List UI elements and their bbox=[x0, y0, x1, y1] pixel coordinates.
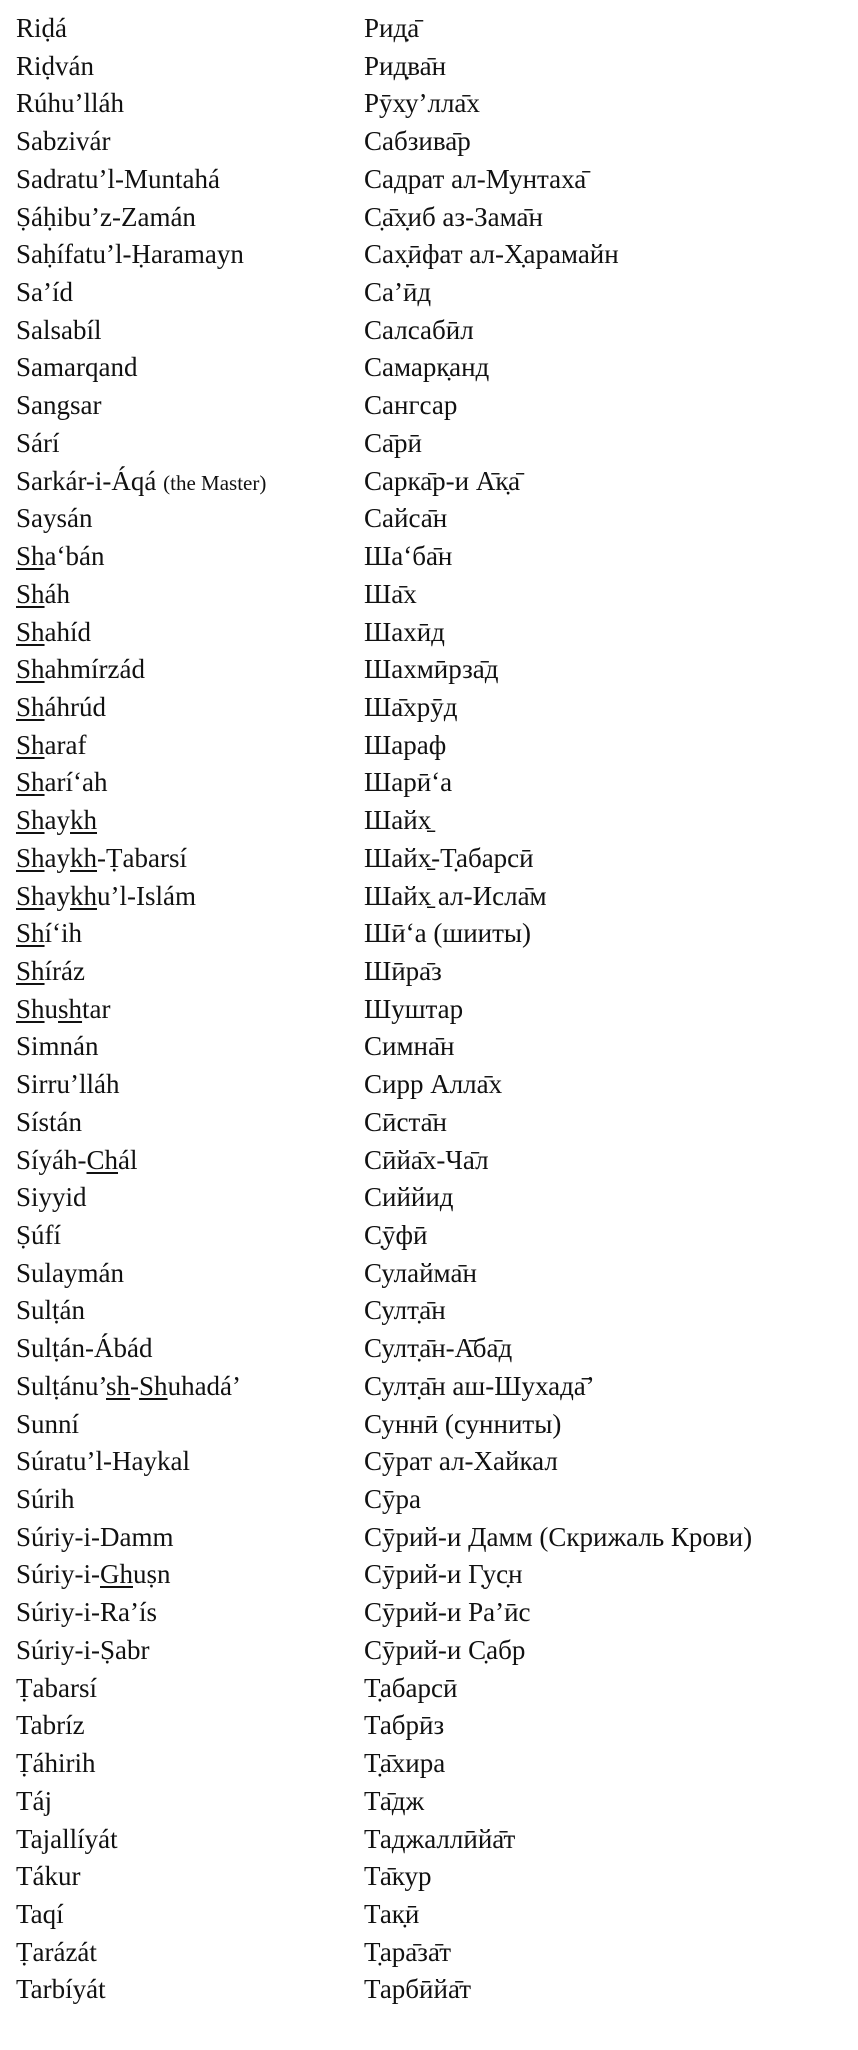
glossary-row bbox=[0, 651, 858, 689]
latin-term-text: Siyyid bbox=[16, 1182, 87, 1213]
latin-term bbox=[16, 1179, 87, 1217]
latin-term bbox=[16, 1028, 99, 1066]
latin-term bbox=[16, 1783, 52, 1821]
latin-term-text: Ṭarázát bbox=[16, 1936, 97, 1967]
glossary-row bbox=[0, 1896, 858, 1934]
glossary-row bbox=[0, 161, 858, 199]
cyrillic-term: Т̣а̄хира bbox=[364, 1748, 446, 1779]
cyrillic-term: С̣а̄х̣иб аз-Зама̄н bbox=[364, 201, 543, 232]
cyrillic-term: Суннӣ (сунниты) bbox=[364, 1408, 562, 1439]
cyrillic-term: Рид̣ва̄н bbox=[364, 50, 447, 81]
latin-term bbox=[16, 1556, 171, 1594]
latin-term bbox=[16, 689, 106, 727]
glossary-row bbox=[0, 1594, 858, 1632]
latin-term-text: Súrih bbox=[16, 1484, 75, 1515]
cyrillic-term: Ша‘ба̄н bbox=[364, 541, 453, 572]
cyrillic-term: Сиййид bbox=[364, 1182, 454, 1213]
glossary-row bbox=[0, 274, 858, 312]
glossary-row bbox=[0, 1632, 858, 1670]
cyrillic-term: Рӯху’лла̄х bbox=[364, 88, 480, 119]
latin-term bbox=[16, 1745, 95, 1783]
glossary-row bbox=[0, 463, 858, 501]
cyrillic-term: Так̣ӣ bbox=[364, 1898, 420, 1929]
latin-term-text: Shaykh-Ṭabarsí bbox=[16, 842, 187, 873]
cyrillic-term: Рид̣а̄ bbox=[364, 13, 420, 43]
latin-term-text: Síyáh-Chál bbox=[16, 1144, 138, 1175]
glossary-row bbox=[0, 500, 858, 538]
glossary-row bbox=[0, 1783, 858, 1821]
latin-term bbox=[16, 387, 101, 425]
latin-term bbox=[16, 1971, 106, 2009]
latin-term bbox=[16, 349, 137, 387]
latin-term bbox=[16, 1519, 173, 1557]
latin-term bbox=[16, 463, 266, 503]
latin-term bbox=[16, 199, 196, 237]
glossary-row bbox=[0, 1368, 858, 1406]
latin-term-text: Sangsar bbox=[16, 390, 102, 421]
latin-term-text: Sulṭánu’sh-Shuhadá’ bbox=[16, 1370, 242, 1401]
glossary-row bbox=[0, 727, 858, 765]
glossary-row bbox=[0, 953, 858, 991]
cyrillic-term: Сӣйа̄х-Ча̄л bbox=[364, 1144, 489, 1175]
latin-term bbox=[16, 236, 244, 274]
latin-term bbox=[16, 500, 93, 538]
latin-term bbox=[16, 764, 107, 802]
glossary-row bbox=[0, 1858, 858, 1896]
latin-term bbox=[16, 425, 60, 463]
cyrillic-term: Са̄рӣ bbox=[364, 427, 422, 458]
latin-term-text: Sharaf bbox=[16, 729, 87, 760]
latin-term-text: Súriy-i-Ghuṣn bbox=[16, 1559, 171, 1590]
latin-term-text: Tákur bbox=[16, 1861, 81, 1892]
latin-term-text: Saysán bbox=[16, 503, 93, 534]
latin-term bbox=[16, 1594, 157, 1632]
cyrillic-term: Тарбӣйа̄т bbox=[364, 1974, 472, 2005]
latin-term-text: Sa’íd bbox=[16, 277, 73, 308]
latin-term bbox=[16, 802, 97, 840]
latin-term bbox=[16, 312, 102, 350]
glossary-row bbox=[0, 123, 858, 161]
latin-term bbox=[16, 1670, 97, 1708]
glossary-row bbox=[0, 1670, 858, 1708]
latin-term bbox=[16, 1292, 85, 1330]
latin-term bbox=[16, 1406, 79, 1444]
cyrillic-term: Сӯрий-и С̣абр bbox=[364, 1634, 526, 1665]
latin-term-text: Táj bbox=[16, 1785, 52, 1816]
latin-term-text: Súratu’l-Haykal bbox=[16, 1446, 190, 1477]
cyrillic-term: Сӯрий-и Ра’ӣс bbox=[364, 1597, 531, 1628]
latin-term bbox=[16, 614, 91, 652]
latin-term-text: Salsabíl bbox=[16, 314, 102, 345]
cyrillic-term: Симна̄н bbox=[364, 1031, 455, 1062]
latin-term-text: Riḍá bbox=[16, 13, 67, 43]
latin-term bbox=[16, 85, 124, 123]
latin-term-text: Shaykhu’l-Islám bbox=[16, 880, 196, 911]
latin-term-text: Sulṭán-Ábád bbox=[16, 1333, 153, 1364]
glossary-row bbox=[0, 1556, 858, 1594]
latin-term-text: Riḍván bbox=[16, 50, 94, 81]
glossary-row bbox=[0, 1066, 858, 1104]
latin-term bbox=[16, 161, 220, 199]
latin-term bbox=[16, 48, 94, 86]
cyrillic-term: Т̣абарсӣ bbox=[364, 1672, 458, 1703]
latin-term-text: Simnán bbox=[16, 1031, 99, 1062]
latin-term bbox=[16, 1858, 80, 1896]
glossary-row bbox=[0, 802, 858, 840]
latin-term-text: Ṭabarsí bbox=[16, 1672, 97, 1703]
latin-term-text: Sabzivár bbox=[16, 126, 111, 157]
latin-term bbox=[16, 1066, 119, 1104]
latin-term-text: Ṣúfí bbox=[16, 1220, 62, 1250]
cyrillic-term: Шайх̱-Т̣абарсӣ bbox=[364, 842, 534, 873]
cyrillic-term: Сӯрий-и Г̣ус̣н bbox=[364, 1559, 523, 1590]
glossary-row bbox=[0, 878, 858, 916]
cyrillic-term: С̣ӯфӣ bbox=[364, 1220, 428, 1250]
latin-term bbox=[16, 538, 105, 576]
latin-term-text: Sháhrúd bbox=[16, 691, 107, 722]
latin-term-text: Súriy-i-Ṣabr bbox=[16, 1634, 150, 1665]
latin-term-text: Shaykh bbox=[16, 805, 98, 836]
glossary-row bbox=[0, 1292, 858, 1330]
cyrillic-term: Шайх̱ bbox=[364, 805, 432, 836]
latin-term bbox=[16, 274, 73, 312]
latin-term-text: Shíráz bbox=[16, 955, 85, 986]
latin-term bbox=[16, 1330, 152, 1368]
cyrillic-term: Та̄кур bbox=[364, 1861, 432, 1892]
latin-term-text: Sirru’lláh bbox=[16, 1069, 120, 1100]
glossary-row bbox=[0, 1443, 858, 1481]
latin-term bbox=[16, 1104, 82, 1142]
cyrillic-term: Шахӣд bbox=[364, 616, 445, 647]
glossary-row bbox=[0, 349, 858, 387]
cyrillic-term: Сарка̄р-и А̄к̣а̄ bbox=[364, 465, 521, 496]
glossary-row bbox=[0, 614, 858, 652]
latin-term bbox=[16, 1443, 190, 1481]
glossary-row bbox=[0, 1179, 858, 1217]
cyrillic-term: Султ̣а̄н bbox=[364, 1295, 446, 1326]
cyrillic-term: Сангсар bbox=[364, 390, 458, 421]
latin-term-note: (the Master) bbox=[163, 470, 267, 495]
cyrillic-term: Шараф bbox=[364, 729, 447, 760]
cyrillic-term: Т̣ара̄за̄т bbox=[364, 1936, 452, 1967]
latin-term bbox=[16, 991, 111, 1029]
cyrillic-term: Сӯрат ал-Хайкал bbox=[364, 1446, 558, 1477]
latin-term-text: Shahíd bbox=[16, 616, 92, 647]
latin-term bbox=[16, 727, 86, 765]
cyrillic-term: Ша̄х bbox=[364, 578, 417, 609]
latin-term bbox=[16, 915, 82, 953]
latin-term bbox=[16, 10, 67, 48]
glossary-row bbox=[0, 991, 858, 1029]
glossary-row bbox=[0, 312, 858, 350]
glossary-row bbox=[0, 1707, 858, 1745]
glossary-row bbox=[0, 85, 858, 123]
latin-term bbox=[16, 1217, 61, 1255]
latin-term bbox=[16, 1255, 124, 1293]
latin-term-text: Tarbíyát bbox=[16, 1974, 106, 2005]
latin-term-text: Taqí bbox=[16, 1898, 64, 1929]
latin-term bbox=[16, 878, 196, 916]
glossary-row bbox=[0, 1519, 858, 1557]
latin-term-text: Sárí bbox=[16, 427, 60, 458]
glossary-row bbox=[0, 1104, 858, 1142]
glossary-row bbox=[0, 1406, 858, 1444]
cyrillic-term: Табрӣз bbox=[364, 1710, 445, 1741]
latin-term-text: Rúhu’lláh bbox=[16, 88, 124, 119]
latin-term bbox=[16, 576, 70, 614]
cyrillic-term: Султ̣а̄н-А̄ба̄д bbox=[364, 1333, 513, 1364]
latin-term bbox=[16, 123, 110, 161]
cyrillic-term: Султ̣а̄н аш-Шухада̄’ bbox=[364, 1370, 595, 1401]
latin-term-text: Shí‘ih bbox=[16, 918, 83, 949]
glossary-row bbox=[0, 689, 858, 727]
latin-term-text: Sháh bbox=[16, 578, 71, 609]
cyrillic-term: Сӯрий-и Дамм (Скрижаль Крови) bbox=[364, 1521, 753, 1552]
latin-term-text: Sha‘bán bbox=[16, 541, 105, 572]
cyrillic-term: Сӯра bbox=[364, 1484, 421, 1515]
latin-term bbox=[16, 1934, 97, 1972]
glossary-row bbox=[0, 1255, 858, 1293]
latin-term bbox=[16, 1481, 75, 1519]
cyrillic-term: Садрат ал-Мунтаха̄ bbox=[364, 163, 587, 194]
latin-term bbox=[16, 1368, 241, 1406]
latin-term bbox=[16, 1632, 149, 1670]
latin-term-text: Sarkár-i-Áqá bbox=[16, 465, 157, 496]
cyrillic-term: Сайса̄н bbox=[364, 503, 448, 534]
glossary-row bbox=[0, 1745, 858, 1783]
cyrillic-term: Сах̣ӣфат ал-Х̣арамайн bbox=[364, 239, 619, 270]
latin-term-text: Sadratu’l-Muntahá bbox=[16, 163, 220, 194]
glossary-row bbox=[0, 1821, 858, 1859]
glossary-row bbox=[0, 1934, 858, 1972]
glossary-row bbox=[0, 10, 858, 48]
latin-term-text: Tabríz bbox=[16, 1710, 85, 1741]
cyrillic-term: Сӣста̄н bbox=[364, 1106, 448, 1137]
glossary-row bbox=[0, 1028, 858, 1066]
cyrillic-term: Сабзива̄р bbox=[364, 126, 471, 157]
cyrillic-term: Ша̄хрӯд bbox=[364, 691, 458, 722]
latin-term-text: Sulaymán bbox=[16, 1257, 124, 1288]
glossary-row bbox=[0, 915, 858, 953]
cyrillic-term: Шӣ‘а (шииты) bbox=[364, 918, 532, 949]
latin-term-text: Ṣáḥibu’z-Zamán bbox=[16, 201, 196, 232]
cyrillic-term: Сирр Алла̄х bbox=[364, 1069, 503, 1100]
latin-term-text: Saḥífatu’l-Ḥaramayn bbox=[16, 239, 244, 270]
latin-term-text: Súriy-i-Ra’ís bbox=[16, 1597, 157, 1628]
glossary-row bbox=[0, 1971, 858, 2009]
latin-term bbox=[16, 953, 85, 991]
cyrillic-term: Таджаллӣйа̄т bbox=[364, 1823, 516, 1854]
glossary-row bbox=[0, 1142, 858, 1180]
glossary-row bbox=[0, 199, 858, 237]
glossary-row bbox=[0, 840, 858, 878]
latin-term bbox=[16, 1896, 64, 1934]
latin-term-text: Ṭáhirih bbox=[16, 1748, 96, 1779]
cyrillic-term: Самарк̣анд bbox=[364, 352, 490, 383]
cyrillic-term: Шуштар bbox=[364, 993, 464, 1024]
cyrillic-term: Сулайма̄н bbox=[364, 1257, 477, 1288]
latin-term bbox=[16, 1142, 138, 1180]
latin-term-text: Tajallíyát bbox=[16, 1823, 118, 1854]
cyrillic-term: Та̄дж bbox=[364, 1785, 425, 1816]
glossary-row bbox=[0, 1217, 858, 1255]
cyrillic-term: Шӣра̄з bbox=[364, 955, 442, 986]
cyrillic-term: Шахмӣрза̄д bbox=[364, 654, 499, 685]
latin-term bbox=[16, 651, 145, 689]
latin-term-text: Shahmírzád bbox=[16, 654, 145, 685]
latin-term-text: Sharí‘ah bbox=[16, 767, 108, 798]
cyrillic-term: Шарӣ‘а bbox=[364, 767, 453, 798]
latin-term-text: Shushtar bbox=[16, 993, 111, 1024]
glossary-row bbox=[0, 236, 858, 274]
glossary-row bbox=[0, 387, 858, 425]
latin-term bbox=[16, 840, 187, 878]
glossary-row bbox=[0, 1481, 858, 1519]
glossary-row bbox=[0, 764, 858, 802]
glossary-row bbox=[0, 48, 858, 86]
cyrillic-term: Салсабӣл bbox=[364, 314, 474, 345]
latin-term bbox=[16, 1821, 118, 1859]
cyrillic-term: Шайх̱ ал-Исла̄м bbox=[364, 880, 547, 911]
glossary-row bbox=[0, 425, 858, 463]
latin-term-text: Sunní bbox=[16, 1408, 80, 1439]
latin-term-text: Sulṭán bbox=[16, 1295, 86, 1326]
cyrillic-term: Са’ӣд bbox=[364, 277, 432, 308]
latin-term bbox=[16, 1707, 85, 1745]
latin-term-text: Samarqand bbox=[16, 352, 138, 383]
glossary-row bbox=[0, 576, 858, 614]
latin-term-text: Súriy-i-Damm bbox=[16, 1521, 174, 1552]
latin-term-text: Sístán bbox=[16, 1106, 83, 1137]
glossary-row bbox=[0, 1330, 858, 1368]
glossary-row bbox=[0, 538, 858, 576]
